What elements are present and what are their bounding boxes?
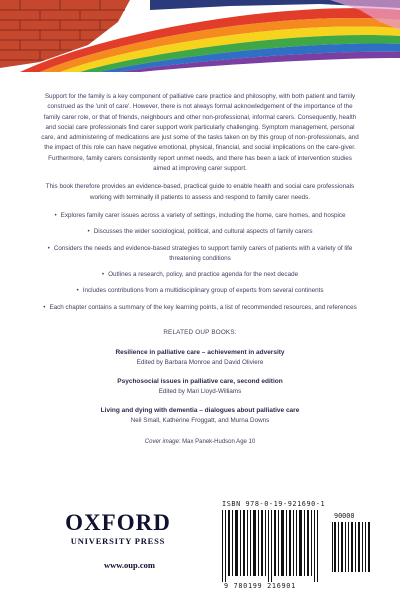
cover-image-credit (0, 439, 400, 445)
publisher-logo (58, 512, 178, 546)
list-item: • Includes contributions from a multidisciplinary group of experts from several continents (38, 286, 362, 296)
related-book (0, 406, 400, 426)
related-book-editors: Edited by Mari Lloyd-Williams (158, 388, 242, 396)
description (40, 92, 360, 203)
related-book-editors: Edited by Barbara Monroe and David Oliviere (136, 359, 264, 367)
related-book-title: Psychosocial issues in palliative care, second edition (117, 378, 283, 386)
related-book (0, 377, 400, 397)
feature-list (38, 211, 362, 313)
cover-illustration (0, 0, 400, 72)
list-item: • Explores family carer issues across a variety of settings, including the home, care homes, and hospice (38, 211, 362, 221)
publisher-name: OXFORD (65, 510, 171, 535)
list-item: • Considers the needs and evidence-based strategies to support family carers of patients with a variety of life threatening conditions (38, 244, 362, 265)
ean-barcode-bars (218, 510, 328, 582)
related-book-editors: Neil Small, Katherine Froggatt, and Murna Downs (130, 417, 270, 425)
isbn-label: ISBN 978-0-19-921690-1 (222, 500, 326, 508)
price-addon-label: 90000 (334, 512, 355, 520)
addon-barcode-bars (331, 522, 373, 572)
list-item: • Discusses the wider sociological, political, and cultural aspects of family carers (38, 227, 362, 237)
related-book-title: Living and dying with dementia – dialogues about palliative care (100, 407, 300, 415)
related-book (0, 348, 400, 368)
back-cover-text (0, 72, 400, 445)
cover-credit-label: Cover image: (144, 439, 181, 446)
list-item: • Each chapter contains a summary of the key learning points, a list of recommended resources, and references (38, 303, 362, 313)
related-book-title: Resilience in palliative care – achievement in adversity (115, 349, 285, 357)
description-paragraph-1: Support for the family is a key component of palliative care practice and philosophy, with both patient and family construed as the 'unit of care'. However, there is not always formal acknowledgement of the importance of the family carer role, or that of friends, neighbours and other non-professional, informal carers. Consequently, health and social care professionals find carer support work particularly challenging. Symptom management, personal care, and administering of medications are just some of the tasks taken on by this group of non-professionals, and the impact of this role can have negative emotional, physical, financial, and social implications on the care-giver. Furthermore, family carers consistently report unmet needs, and there has been a lack of intervention studies aimed at improving carer support. (41, 93, 359, 173)
rainbow-brick-illustration (0, 0, 400, 72)
publisher-website: www.oup.com (103, 560, 155, 570)
cover-credit-value: Max Panek-Hudson Age 10 (182, 439, 256, 446)
list-item: • Outlines a research, policy, and practice agenda for the next decade (38, 270, 362, 280)
barcode (218, 500, 383, 592)
publisher-subtitle: UNIVERSITY PRESS (70, 536, 166, 546)
description-paragraph-2: This book therefore provides an evidence-based, practical guide to enable health and social care professionals working with terminally ill patients to assess and respond to family carer needs. (45, 183, 355, 201)
ean-number: 9 780199 216901 (224, 582, 296, 590)
related-books-heading: RELATED OUP BOOKS: (163, 329, 237, 337)
